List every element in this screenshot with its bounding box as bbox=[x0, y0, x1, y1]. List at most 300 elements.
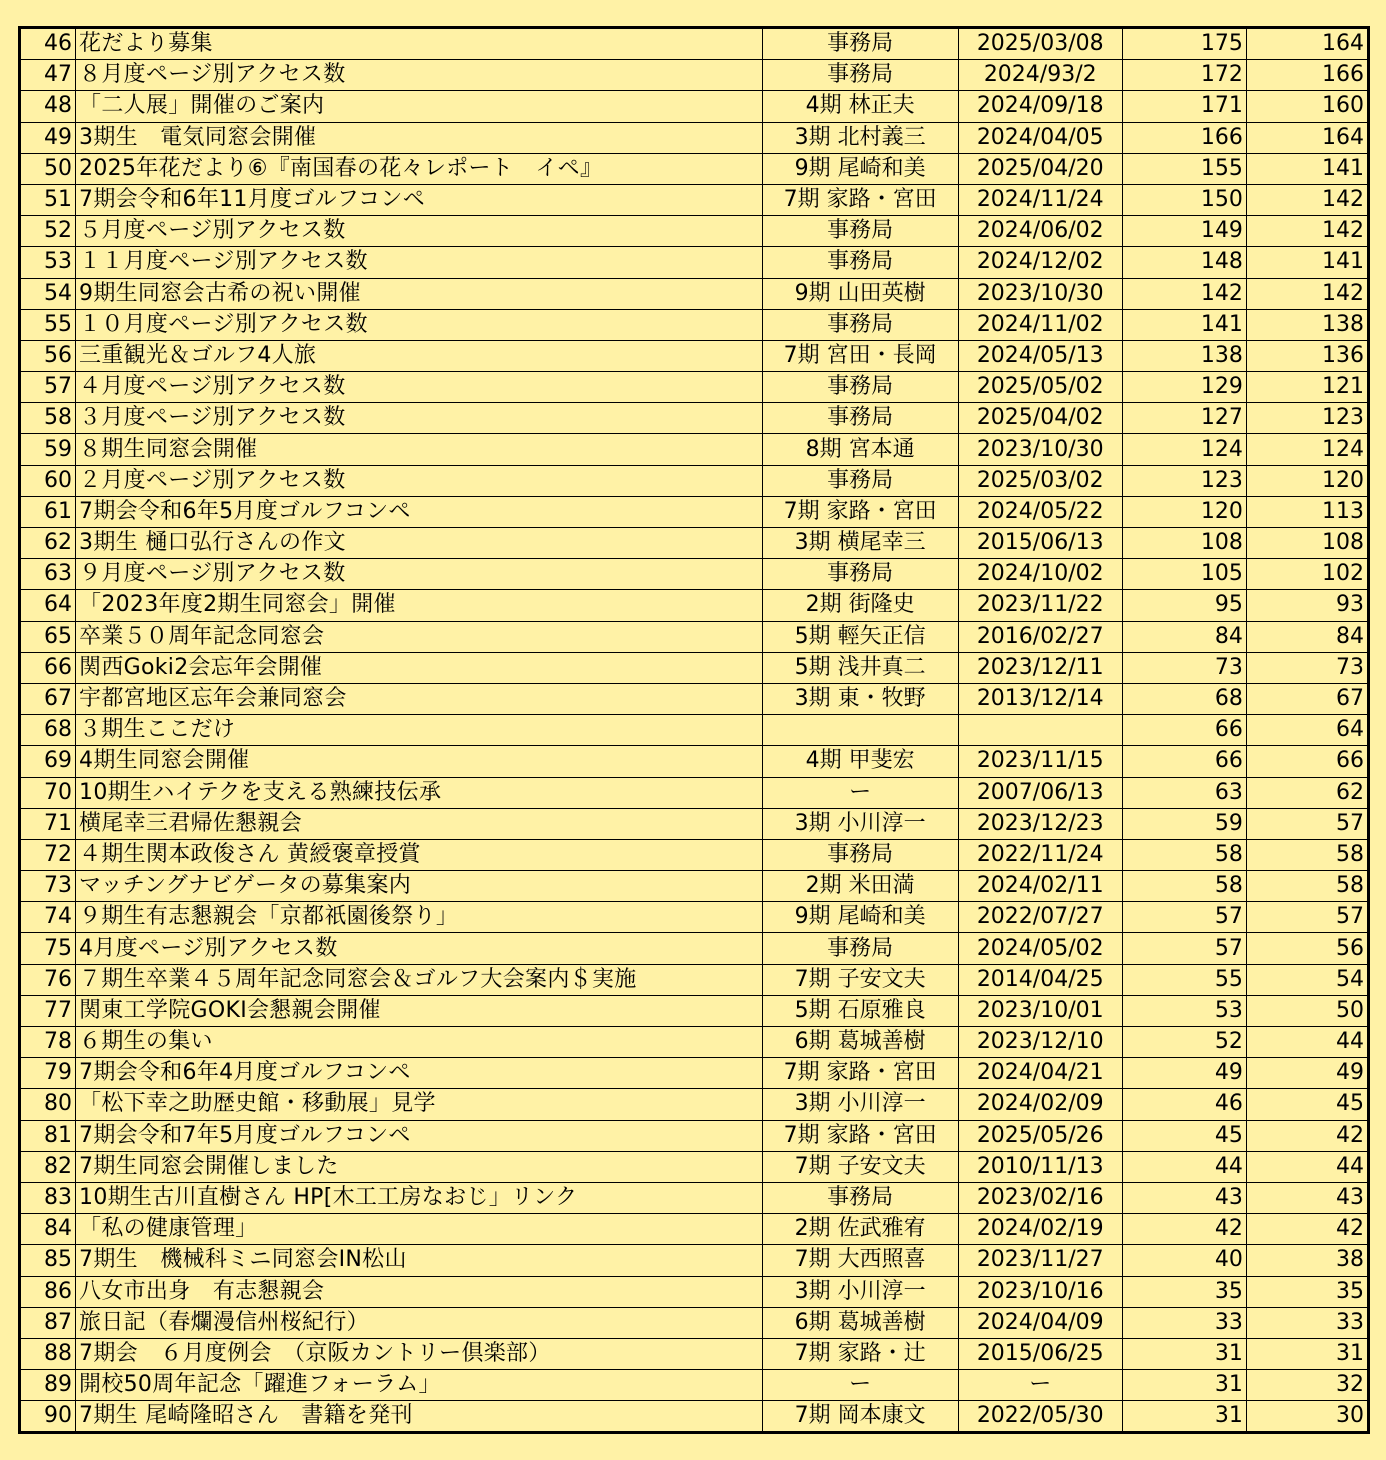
article-title-cell[interactable]: 関東工学院GOKI会懇親会開催 bbox=[76, 995, 763, 1026]
unique-count-cell[interactable]: 30 bbox=[1246, 1401, 1368, 1433]
author-cell[interactable]: 7期 子安文夫 bbox=[762, 964, 958, 995]
table-row[interactable] bbox=[20, 372, 1369, 403]
author-cell[interactable]: 事務局 bbox=[762, 216, 958, 247]
author-cell[interactable]: 2期 街隆史 bbox=[762, 590, 958, 621]
author-cell[interactable]: 事務局 bbox=[762, 465, 958, 496]
unique-count-cell[interactable]: 43 bbox=[1246, 1182, 1368, 1213]
author-cell[interactable]: 事務局 bbox=[762, 247, 958, 278]
table-row[interactable] bbox=[20, 1182, 1369, 1213]
article-title-cell[interactable]: 3期生 樋口弘行さんの作文 bbox=[76, 528, 763, 559]
article-title-cell[interactable]: 10期生ハイテクを支える熟練技伝承 bbox=[76, 777, 763, 808]
access-count-cell[interactable]: 138 bbox=[1122, 340, 1246, 371]
table-row[interactable] bbox=[20, 559, 1369, 590]
article-title-cell[interactable]: 7期会令和6年5月度ゴルフコンペ bbox=[76, 496, 763, 527]
unique-count-cell[interactable]: 141 bbox=[1246, 247, 1368, 278]
unique-count-cell[interactable]: 84 bbox=[1246, 621, 1368, 652]
article-title-cell[interactable]: 花だより募集 bbox=[76, 28, 763, 60]
access-count-cell[interactable]: 43 bbox=[1122, 1182, 1246, 1213]
access-count-cell[interactable]: 68 bbox=[1122, 683, 1246, 714]
row-number-cell[interactable]: 83 bbox=[20, 1182, 76, 1213]
table-row[interactable] bbox=[20, 122, 1369, 153]
access-count-cell[interactable]: 31 bbox=[1122, 1370, 1246, 1401]
date-cell[interactable]: 2024/93/2 bbox=[958, 60, 1122, 91]
access-count-cell[interactable]: 148 bbox=[1122, 247, 1246, 278]
table-row[interactable] bbox=[20, 1370, 1369, 1401]
date-cell[interactable]: 2024/02/19 bbox=[958, 1214, 1122, 1245]
row-number-cell[interactable]: 70 bbox=[20, 777, 76, 808]
date-cell[interactable]: 2023/12/10 bbox=[958, 1027, 1122, 1058]
article-title-cell[interactable]: 7期生 尾崎隆昭さん 書籍を発刊 bbox=[76, 1401, 763, 1433]
unique-count-cell[interactable]: 121 bbox=[1246, 372, 1368, 403]
date-cell[interactable]: 2024/04/09 bbox=[958, 1307, 1122, 1338]
row-number-cell[interactable]: 71 bbox=[20, 808, 76, 839]
article-title-cell[interactable]: 7期会令和6年4月度ゴルフコンペ bbox=[76, 1058, 763, 1089]
author-cell[interactable]: 2期 佐武雅宥 bbox=[762, 1214, 958, 1245]
author-cell[interactable]: 3期 小川淳一 bbox=[762, 1276, 958, 1307]
date-cell[interactable]: 2023/10/30 bbox=[958, 434, 1122, 465]
access-count-cell[interactable]: 84 bbox=[1122, 621, 1246, 652]
author-cell[interactable] bbox=[762, 715, 958, 746]
unique-count-cell[interactable]: 108 bbox=[1246, 528, 1368, 559]
table-row[interactable] bbox=[20, 434, 1369, 465]
unique-count-cell[interactable]: 42 bbox=[1246, 1120, 1368, 1151]
date-cell[interactable]: 2023/11/15 bbox=[958, 746, 1122, 777]
unique-count-cell[interactable]: 58 bbox=[1246, 839, 1368, 870]
unique-count-cell[interactable]: 58 bbox=[1246, 871, 1368, 902]
table-row[interactable] bbox=[20, 28, 1369, 60]
date-cell[interactable]: ー bbox=[958, 1370, 1122, 1401]
table-row[interactable] bbox=[20, 1151, 1369, 1182]
date-cell[interactable]: 2024/11/24 bbox=[958, 184, 1122, 215]
article-title-cell[interactable]: ３期生ここだけ bbox=[76, 715, 763, 746]
article-title-cell[interactable]: 旅日記（春爛漫信州桜紀行） bbox=[76, 1307, 763, 1338]
table-row[interactable] bbox=[20, 1214, 1369, 1245]
table-row[interactable] bbox=[20, 340, 1369, 371]
article-title-cell[interactable]: ９期生有志懇親会「京都祇園後祭り」 bbox=[76, 902, 763, 933]
unique-count-cell[interactable]: 32 bbox=[1246, 1370, 1368, 1401]
unique-count-cell[interactable]: 164 bbox=[1246, 122, 1368, 153]
author-cell[interactable]: 9期 尾崎和美 bbox=[762, 153, 958, 184]
access-count-cell[interactable]: 46 bbox=[1122, 1089, 1246, 1120]
row-number-cell[interactable]: 56 bbox=[20, 340, 76, 371]
row-number-cell[interactable]: 62 bbox=[20, 528, 76, 559]
article-title-cell[interactable]: ７期生卒業４５周年記念同窓会＆ゴルフ大会案内＄実施 bbox=[76, 964, 763, 995]
author-cell[interactable]: 7期 子安文夫 bbox=[762, 1151, 958, 1182]
article-title-cell[interactable]: 卒業５０周年記念同窓会 bbox=[76, 621, 763, 652]
row-number-cell[interactable]: 65 bbox=[20, 621, 76, 652]
date-cell[interactable]: 2025/05/02 bbox=[958, 372, 1122, 403]
author-cell[interactable]: 事務局 bbox=[762, 28, 958, 60]
unique-count-cell[interactable]: 113 bbox=[1246, 496, 1368, 527]
date-cell[interactable]: 2023/10/16 bbox=[958, 1276, 1122, 1307]
row-number-cell[interactable]: 67 bbox=[20, 683, 76, 714]
article-title-cell[interactable]: １０月度ページ別アクセス数 bbox=[76, 309, 763, 340]
article-title-cell[interactable]: ８期生同窓会開催 bbox=[76, 434, 763, 465]
unique-count-cell[interactable]: 164 bbox=[1246, 28, 1368, 60]
date-cell[interactable]: 2024/02/11 bbox=[958, 871, 1122, 902]
author-cell[interactable]: 9期 山田英樹 bbox=[762, 278, 958, 309]
author-cell[interactable]: 7期 家路・宮田 bbox=[762, 496, 958, 527]
access-count-cell[interactable]: 66 bbox=[1122, 746, 1246, 777]
date-cell[interactable]: 2023/10/01 bbox=[958, 995, 1122, 1026]
author-cell[interactable]: 3期 東・牧野 bbox=[762, 683, 958, 714]
access-count-cell[interactable]: 40 bbox=[1122, 1245, 1246, 1276]
row-number-cell[interactable]: 85 bbox=[20, 1245, 76, 1276]
table-row[interactable] bbox=[20, 871, 1369, 902]
access-count-cell[interactable]: 45 bbox=[1122, 1120, 1246, 1151]
access-count-cell[interactable]: 172 bbox=[1122, 60, 1246, 91]
table-row[interactable] bbox=[20, 746, 1369, 777]
author-cell[interactable]: 7期 宮田・長岡 bbox=[762, 340, 958, 371]
author-cell[interactable]: 3期 北村義三 bbox=[762, 122, 958, 153]
date-cell[interactable]: 2025/04/20 bbox=[958, 153, 1122, 184]
row-number-cell[interactable]: 60 bbox=[20, 465, 76, 496]
unique-count-cell[interactable]: 44 bbox=[1246, 1151, 1368, 1182]
unique-count-cell[interactable]: 67 bbox=[1246, 683, 1368, 714]
row-number-cell[interactable]: 73 bbox=[20, 871, 76, 902]
table-row[interactable] bbox=[20, 683, 1369, 714]
row-number-cell[interactable]: 87 bbox=[20, 1307, 76, 1338]
row-number-cell[interactable]: 75 bbox=[20, 933, 76, 964]
author-cell[interactable]: 3期 横尾幸三 bbox=[762, 528, 958, 559]
table-row[interactable] bbox=[20, 247, 1369, 278]
date-cell[interactable]: 2023/12/23 bbox=[958, 808, 1122, 839]
author-cell[interactable]: 5期 浅井真二 bbox=[762, 652, 958, 683]
access-count-cell[interactable]: 33 bbox=[1122, 1307, 1246, 1338]
row-number-cell[interactable]: 54 bbox=[20, 278, 76, 309]
unique-count-cell[interactable]: 50 bbox=[1246, 995, 1368, 1026]
access-count-cell[interactable]: 66 bbox=[1122, 715, 1246, 746]
access-count-cell[interactable]: 108 bbox=[1122, 528, 1246, 559]
table-row[interactable] bbox=[20, 1058, 1369, 1089]
unique-count-cell[interactable]: 45 bbox=[1246, 1089, 1368, 1120]
author-cell[interactable]: 9期 尾崎和美 bbox=[762, 902, 958, 933]
row-number-cell[interactable]: 46 bbox=[20, 28, 76, 60]
date-cell[interactable]: 2024/05/02 bbox=[958, 933, 1122, 964]
date-cell[interactable]: 2024/09/18 bbox=[958, 91, 1122, 122]
row-number-cell[interactable]: 52 bbox=[20, 216, 76, 247]
row-number-cell[interactable]: 61 bbox=[20, 496, 76, 527]
unique-count-cell[interactable]: 166 bbox=[1246, 60, 1368, 91]
access-count-cell[interactable]: 52 bbox=[1122, 1027, 1246, 1058]
article-title-cell[interactable]: 八女市出身 有志懇親会 bbox=[76, 1276, 763, 1307]
article-title-cell[interactable]: 4月度ページ別アクセス数 bbox=[76, 933, 763, 964]
table-row[interactable] bbox=[20, 1276, 1369, 1307]
access-count-cell[interactable]: 31 bbox=[1122, 1401, 1246, 1433]
row-number-cell[interactable]: 68 bbox=[20, 715, 76, 746]
row-number-cell[interactable]: 77 bbox=[20, 995, 76, 1026]
table-row[interactable] bbox=[20, 715, 1369, 746]
table-row[interactable] bbox=[20, 496, 1369, 527]
article-title-cell[interactable]: 7期会 ６月度例会 （京阪カントリー倶楽部） bbox=[76, 1338, 763, 1369]
article-title-cell[interactable]: マッチングナビゲータの募集案内 bbox=[76, 871, 763, 902]
row-number-cell[interactable]: 59 bbox=[20, 434, 76, 465]
author-cell[interactable]: 事務局 bbox=[762, 1182, 958, 1213]
access-count-cell[interactable]: 57 bbox=[1122, 933, 1246, 964]
row-number-cell[interactable]: 72 bbox=[20, 839, 76, 870]
row-number-cell[interactable]: 81 bbox=[20, 1120, 76, 1151]
unique-count-cell[interactable]: 141 bbox=[1246, 153, 1368, 184]
author-cell[interactable]: 7期 家路・辻 bbox=[762, 1338, 958, 1369]
row-number-cell[interactable]: 89 bbox=[20, 1370, 76, 1401]
author-cell[interactable]: 事務局 bbox=[762, 309, 958, 340]
article-title-cell[interactable]: 三重観光＆ゴルフ4人旅 bbox=[76, 340, 763, 371]
date-cell[interactable]: 2024/05/22 bbox=[958, 496, 1122, 527]
date-cell[interactable]: 2025/05/26 bbox=[958, 1120, 1122, 1151]
row-number-cell[interactable]: 51 bbox=[20, 184, 76, 215]
date-cell[interactable]: 2024/04/21 bbox=[958, 1058, 1122, 1089]
access-count-cell[interactable]: 171 bbox=[1122, 91, 1246, 122]
date-cell[interactable]: 2022/07/27 bbox=[958, 902, 1122, 933]
unique-count-cell[interactable]: 44 bbox=[1246, 1027, 1368, 1058]
date-cell[interactable]: 2024/02/09 bbox=[958, 1089, 1122, 1120]
unique-count-cell[interactable]: 38 bbox=[1246, 1245, 1368, 1276]
row-number-cell[interactable]: 58 bbox=[20, 403, 76, 434]
row-number-cell[interactable]: 80 bbox=[20, 1089, 76, 1120]
access-count-cell[interactable]: 175 bbox=[1122, 28, 1246, 60]
access-count-cell[interactable]: 141 bbox=[1122, 309, 1246, 340]
table-row[interactable] bbox=[20, 964, 1369, 995]
date-cell[interactable] bbox=[958, 715, 1122, 746]
date-cell[interactable]: 2024/06/02 bbox=[958, 216, 1122, 247]
table-row[interactable] bbox=[20, 184, 1369, 215]
table-row[interactable] bbox=[20, 309, 1369, 340]
row-number-cell[interactable]: 49 bbox=[20, 122, 76, 153]
date-cell[interactable]: 2024/05/13 bbox=[958, 340, 1122, 371]
unique-count-cell[interactable]: 56 bbox=[1246, 933, 1368, 964]
row-number-cell[interactable]: 78 bbox=[20, 1027, 76, 1058]
date-cell[interactable]: 2024/12/02 bbox=[958, 247, 1122, 278]
date-cell[interactable]: 2023/11/22 bbox=[958, 590, 1122, 621]
date-cell[interactable]: 2014/04/25 bbox=[958, 964, 1122, 995]
access-count-cell[interactable]: 142 bbox=[1122, 278, 1246, 309]
date-cell[interactable]: 2024/11/02 bbox=[958, 309, 1122, 340]
article-title-cell[interactable]: 2025年花だより⑥『南国春の花々レポート イペ』 bbox=[76, 153, 763, 184]
date-cell[interactable]: 2022/05/30 bbox=[958, 1401, 1122, 1433]
unique-count-cell[interactable]: 33 bbox=[1246, 1307, 1368, 1338]
unique-count-cell[interactable]: 136 bbox=[1246, 340, 1368, 371]
unique-count-cell[interactable]: 57 bbox=[1246, 808, 1368, 839]
article-title-cell[interactable]: ９月度ページ別アクセス数 bbox=[76, 559, 763, 590]
row-number-cell[interactable]: 88 bbox=[20, 1338, 76, 1369]
unique-count-cell[interactable]: 93 bbox=[1246, 590, 1368, 621]
access-count-cell[interactable]: 123 bbox=[1122, 465, 1246, 496]
access-count-cell[interactable]: 149 bbox=[1122, 216, 1246, 247]
author-cell[interactable]: 6期 葛城善樹 bbox=[762, 1027, 958, 1058]
table-row[interactable] bbox=[20, 153, 1369, 184]
article-title-cell[interactable]: １１月度ページ別アクセス数 bbox=[76, 247, 763, 278]
article-title-cell[interactable]: ２月度ページ別アクセス数 bbox=[76, 465, 763, 496]
date-cell[interactable]: 2024/04/05 bbox=[958, 122, 1122, 153]
access-count-cell[interactable]: 73 bbox=[1122, 652, 1246, 683]
table-row[interactable] bbox=[20, 403, 1369, 434]
unique-count-cell[interactable]: 124 bbox=[1246, 434, 1368, 465]
access-count-cell[interactable]: 53 bbox=[1122, 995, 1246, 1026]
unique-count-cell[interactable]: 49 bbox=[1246, 1058, 1368, 1089]
article-title-cell[interactable]: 10期生古川直樹さん HP[木工工房なおじ」リンク bbox=[76, 1182, 763, 1213]
access-count-cell[interactable]: 57 bbox=[1122, 902, 1246, 933]
table-row[interactable] bbox=[20, 1027, 1369, 1058]
row-number-cell[interactable]: 76 bbox=[20, 964, 76, 995]
access-count-cell[interactable]: 95 bbox=[1122, 590, 1246, 621]
date-cell[interactable]: 2023/10/30 bbox=[958, 278, 1122, 309]
unique-count-cell[interactable]: 57 bbox=[1246, 902, 1368, 933]
access-count-cell[interactable]: 42 bbox=[1122, 1214, 1246, 1245]
article-title-cell[interactable]: ４期生関本政俊さん 黄綬褒章授賞 bbox=[76, 839, 763, 870]
author-cell[interactable]: 7期 岡本康文 bbox=[762, 1401, 958, 1433]
author-cell[interactable]: 事務局 bbox=[762, 60, 958, 91]
date-cell[interactable]: 2024/10/02 bbox=[958, 559, 1122, 590]
author-cell[interactable]: 事務局 bbox=[762, 403, 958, 434]
row-number-cell[interactable]: 50 bbox=[20, 153, 76, 184]
author-cell[interactable]: 6期 葛城善樹 bbox=[762, 1307, 958, 1338]
table-row[interactable] bbox=[20, 528, 1369, 559]
table-row[interactable] bbox=[20, 808, 1369, 839]
author-cell[interactable]: 5期 輕矢正信 bbox=[762, 621, 958, 652]
access-count-cell[interactable]: 49 bbox=[1122, 1058, 1246, 1089]
unique-count-cell[interactable]: 64 bbox=[1246, 715, 1368, 746]
article-title-cell[interactable]: ８月度ページ別アクセス数 bbox=[76, 60, 763, 91]
unique-count-cell[interactable]: 160 bbox=[1246, 91, 1368, 122]
date-cell[interactable]: 2013/12/14 bbox=[958, 683, 1122, 714]
table-row[interactable] bbox=[20, 902, 1369, 933]
access-count-cell[interactable]: 35 bbox=[1122, 1276, 1246, 1307]
date-cell[interactable]: 2023/11/27 bbox=[958, 1245, 1122, 1276]
article-title-cell[interactable]: 「私の健康管理」 bbox=[76, 1214, 763, 1245]
row-number-cell[interactable]: 53 bbox=[20, 247, 76, 278]
table-row[interactable] bbox=[20, 1307, 1369, 1338]
article-title-cell[interactable]: 7期会令和6年11月度ゴルフコンペ bbox=[76, 184, 763, 215]
author-cell[interactable]: 事務局 bbox=[762, 559, 958, 590]
table-row[interactable] bbox=[20, 278, 1369, 309]
article-title-cell[interactable]: 9期生同窓会古希の祝い開催 bbox=[76, 278, 763, 309]
article-title-cell[interactable]: ４月度ページ別アクセス数 bbox=[76, 372, 763, 403]
author-cell[interactable]: 7期 家路・宮田 bbox=[762, 1120, 958, 1151]
article-title-cell[interactable]: ６期生の集い bbox=[76, 1027, 763, 1058]
table-row[interactable] bbox=[20, 91, 1369, 122]
access-count-cell[interactable]: 59 bbox=[1122, 808, 1246, 839]
table-row[interactable] bbox=[20, 1120, 1369, 1151]
author-cell[interactable]: 7期 家路・宮田 bbox=[762, 184, 958, 215]
access-count-cell[interactable]: 124 bbox=[1122, 434, 1246, 465]
article-title-cell[interactable]: 「松下幸之助歴史館・移動展」見学 bbox=[76, 1089, 763, 1120]
table-row[interactable] bbox=[20, 652, 1369, 683]
article-title-cell[interactable]: 7期会令和7年5月度ゴルフコンペ bbox=[76, 1120, 763, 1151]
unique-count-cell[interactable]: 142 bbox=[1246, 184, 1368, 215]
table-row[interactable] bbox=[20, 465, 1369, 496]
table-row[interactable] bbox=[20, 1089, 1369, 1120]
row-number-cell[interactable]: 82 bbox=[20, 1151, 76, 1182]
table-row[interactable] bbox=[20, 839, 1369, 870]
access-count-cell[interactable]: 127 bbox=[1122, 403, 1246, 434]
article-title-cell[interactable]: 4期生同窓会開催 bbox=[76, 746, 763, 777]
unique-count-cell[interactable]: 120 bbox=[1246, 465, 1368, 496]
date-cell[interactable]: 2007/06/13 bbox=[958, 777, 1122, 808]
unique-count-cell[interactable]: 31 bbox=[1246, 1338, 1368, 1369]
unique-count-cell[interactable]: 66 bbox=[1246, 746, 1368, 777]
row-number-cell[interactable]: 63 bbox=[20, 559, 76, 590]
author-cell[interactable]: 5期 石原雅良 bbox=[762, 995, 958, 1026]
author-cell[interactable]: 4期 甲斐宏 bbox=[762, 746, 958, 777]
unique-count-cell[interactable]: 73 bbox=[1246, 652, 1368, 683]
table-row[interactable] bbox=[20, 995, 1369, 1026]
access-count-cell[interactable]: 155 bbox=[1122, 153, 1246, 184]
access-count-cell[interactable]: 129 bbox=[1122, 372, 1246, 403]
date-cell[interactable]: 2025/03/02 bbox=[958, 465, 1122, 496]
row-number-cell[interactable]: 86 bbox=[20, 1276, 76, 1307]
table-row[interactable] bbox=[20, 1245, 1369, 1276]
article-title-cell[interactable]: 宇都宮地区忘年会兼同窓会 bbox=[76, 683, 763, 714]
access-count-cell[interactable]: 120 bbox=[1122, 496, 1246, 527]
date-cell[interactable]: 2025/04/02 bbox=[958, 403, 1122, 434]
access-count-cell[interactable]: 31 bbox=[1122, 1338, 1246, 1369]
date-cell[interactable]: 2023/12/11 bbox=[958, 652, 1122, 683]
article-title-cell[interactable]: ５月度ページ別アクセス数 bbox=[76, 216, 763, 247]
access-count-cell[interactable]: 58 bbox=[1122, 871, 1246, 902]
author-cell[interactable]: 7期 大西照喜 bbox=[762, 1245, 958, 1276]
author-cell[interactable]: 7期 家路・宮田 bbox=[762, 1058, 958, 1089]
row-number-cell[interactable]: 47 bbox=[20, 60, 76, 91]
unique-count-cell[interactable]: 42 bbox=[1246, 1214, 1368, 1245]
table-row[interactable] bbox=[20, 216, 1369, 247]
row-number-cell[interactable]: 79 bbox=[20, 1058, 76, 1089]
author-cell[interactable]: 事務局 bbox=[762, 839, 958, 870]
table-row[interactable] bbox=[20, 777, 1369, 808]
row-number-cell[interactable]: 48 bbox=[20, 91, 76, 122]
date-cell[interactable]: 2023/02/16 bbox=[958, 1182, 1122, 1213]
date-cell[interactable]: 2025/03/08 bbox=[958, 28, 1122, 60]
author-cell[interactable]: 事務局 bbox=[762, 372, 958, 403]
row-number-cell[interactable]: 57 bbox=[20, 372, 76, 403]
author-cell[interactable]: 4期 林正夫 bbox=[762, 91, 958, 122]
access-count-cell[interactable]: 63 bbox=[1122, 777, 1246, 808]
article-title-cell[interactable]: 7期生同窓会開催しました bbox=[76, 1151, 763, 1182]
table-row[interactable] bbox=[20, 1338, 1369, 1369]
author-cell[interactable]: 2期 米田満 bbox=[762, 871, 958, 902]
row-number-cell[interactable]: 74 bbox=[20, 902, 76, 933]
author-cell[interactable]: ー bbox=[762, 1370, 958, 1401]
row-number-cell[interactable]: 64 bbox=[20, 590, 76, 621]
article-title-cell[interactable]: 開校50周年記念「躍進フォーラム」 bbox=[76, 1370, 763, 1401]
table-row[interactable] bbox=[20, 60, 1369, 91]
row-number-cell[interactable]: 84 bbox=[20, 1214, 76, 1245]
article-title-cell[interactable]: 7期生 機械科ミニ同窓会IN松山 bbox=[76, 1245, 763, 1276]
article-title-cell[interactable]: 「二人展」開催のご案内 bbox=[76, 91, 763, 122]
table-row[interactable] bbox=[20, 1401, 1369, 1433]
article-title-cell[interactable]: 3期生 電気同窓会開催 bbox=[76, 122, 763, 153]
author-cell[interactable]: 3期 小川淳一 bbox=[762, 1089, 958, 1120]
row-number-cell[interactable]: 66 bbox=[20, 652, 76, 683]
date-cell[interactable]: 2015/06/13 bbox=[958, 528, 1122, 559]
article-title-cell[interactable]: 横尾幸三君帰佐懇親会 bbox=[76, 808, 763, 839]
unique-count-cell[interactable]: 142 bbox=[1246, 278, 1368, 309]
row-number-cell[interactable]: 55 bbox=[20, 309, 76, 340]
access-count-cell[interactable]: 44 bbox=[1122, 1151, 1246, 1182]
unique-count-cell[interactable]: 54 bbox=[1246, 964, 1368, 995]
date-cell[interactable]: 2015/06/25 bbox=[958, 1338, 1122, 1369]
author-cell[interactable]: ー bbox=[762, 777, 958, 808]
access-count-cell[interactable]: 166 bbox=[1122, 122, 1246, 153]
date-cell[interactable]: 2016/02/27 bbox=[958, 621, 1122, 652]
author-cell[interactable]: 8期 宮本通 bbox=[762, 434, 958, 465]
unique-count-cell[interactable]: 138 bbox=[1246, 309, 1368, 340]
row-number-cell[interactable]: 69 bbox=[20, 746, 76, 777]
unique-count-cell[interactable]: 123 bbox=[1246, 403, 1368, 434]
article-title-cell[interactable]: 関西Goki2会忘年会開催 bbox=[76, 652, 763, 683]
access-count-cell[interactable]: 55 bbox=[1122, 964, 1246, 995]
table-row[interactable] bbox=[20, 590, 1369, 621]
table-row[interactable] bbox=[20, 933, 1369, 964]
